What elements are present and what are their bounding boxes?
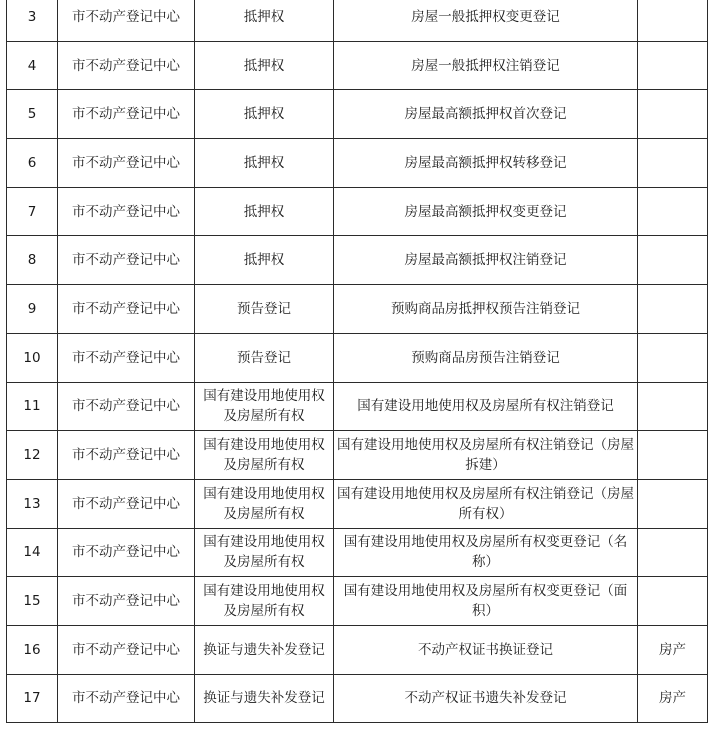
department-cell: 市不动产登记中心	[58, 382, 195, 431]
row-number-cell: 5	[7, 90, 58, 139]
note-cell	[638, 528, 708, 577]
department-cell: 市不动产登记中心	[58, 479, 195, 528]
department-cell: 市不动产登记中心	[58, 674, 195, 723]
department-cell: 市不动产登记中心	[58, 528, 195, 577]
note-cell	[638, 479, 708, 528]
note-cell	[638, 0, 708, 41]
table-row	[7, 0, 708, 41]
department-cell: 市不动产登记中心	[58, 333, 195, 382]
table-row	[7, 285, 708, 334]
category-cell: 预告登记	[195, 333, 334, 382]
category-cell: 抵押权	[195, 187, 334, 236]
table-body	[7, 0, 708, 723]
row-number-cell: 10	[7, 333, 58, 382]
category-cell: 换证与遗失补发登记	[195, 625, 334, 674]
department-cell: 市不动产登记中心	[58, 577, 195, 626]
service-item-cell: 房屋一般抵押权注销登记	[334, 41, 638, 90]
row-number-cell: 7	[7, 187, 58, 236]
table-row	[7, 674, 708, 723]
registration-services-table	[6, 0, 708, 723]
row-number-cell: 12	[7, 431, 58, 480]
table-row	[7, 625, 708, 674]
row-number-cell: 4	[7, 41, 58, 90]
category-cell: 抵押权	[195, 41, 334, 90]
service-item-cell: 房屋最高额抵押权转移登记	[334, 139, 638, 188]
department-cell: 市不动产登记中心	[58, 431, 195, 480]
service-item-cell: 国有建设用地使用权及房屋所有权变更登记（面积）	[334, 577, 638, 626]
table-row	[7, 479, 708, 528]
department-cell: 市不动产登记中心	[58, 90, 195, 139]
service-item-cell: 国有建设用地使用权及房屋所有权注销登记（房屋拆建）	[334, 431, 638, 480]
note-cell	[638, 187, 708, 236]
row-number-cell: 16	[7, 625, 58, 674]
category-cell: 国有建设用地使用权及房屋所有权	[195, 382, 334, 431]
table-row	[7, 577, 708, 626]
note-cell: 房产	[638, 625, 708, 674]
department-cell: 市不动产登记中心	[58, 139, 195, 188]
service-item-cell: 国有建设用地使用权及房屋所有权注销登记（房屋所有权）	[334, 479, 638, 528]
row-number-cell: 6	[7, 139, 58, 188]
row-number-cell: 14	[7, 528, 58, 577]
department-cell: 市不动产登记中心	[58, 285, 195, 334]
row-number-cell: 8	[7, 236, 58, 285]
category-cell: 国有建设用地使用权及房屋所有权	[195, 479, 334, 528]
category-cell: 抵押权	[195, 139, 334, 188]
category-cell: 换证与遗失补发登记	[195, 674, 334, 723]
service-item-cell: 不动产权证书遗失补发登记	[334, 674, 638, 723]
note-cell	[638, 139, 708, 188]
department-cell: 市不动产登记中心	[58, 236, 195, 285]
table-row	[7, 41, 708, 90]
service-item-cell: 国有建设用地使用权及房屋所有权注销登记	[334, 382, 638, 431]
department-cell: 市不动产登记中心	[58, 41, 195, 90]
service-item-cell: 预购商品房预告注销登记	[334, 333, 638, 382]
note-cell	[638, 41, 708, 90]
category-cell: 预告登记	[195, 285, 334, 334]
note-cell: 房产	[638, 674, 708, 723]
table-row	[7, 139, 708, 188]
category-cell: 国有建设用地使用权及房屋所有权	[195, 577, 334, 626]
category-cell: 国有建设用地使用权及房屋所有权	[195, 431, 334, 480]
note-cell	[638, 577, 708, 626]
category-cell: 抵押权	[195, 90, 334, 139]
row-number-cell: 3	[7, 0, 58, 41]
table-row	[7, 528, 708, 577]
service-item-cell: 不动产权证书换证登记	[334, 625, 638, 674]
category-cell: 抵押权	[195, 0, 334, 41]
service-item-cell: 房屋最高额抵押权变更登记	[334, 187, 638, 236]
service-item-cell: 房屋最高额抵押权首次登记	[334, 90, 638, 139]
service-item-cell: 国有建设用地使用权及房屋所有权变更登记（名称）	[334, 528, 638, 577]
category-cell: 抵押权	[195, 236, 334, 285]
service-item-cell: 房屋最高额抵押权注销登记	[334, 236, 638, 285]
service-item-cell: 预购商品房抵押权预告注销登记	[334, 285, 638, 334]
row-number-cell: 9	[7, 285, 58, 334]
department-cell: 市不动产登记中心	[58, 0, 195, 41]
note-cell	[638, 333, 708, 382]
table-row	[7, 431, 708, 480]
category-cell: 国有建设用地使用权及房屋所有权	[195, 528, 334, 577]
table-row	[7, 333, 708, 382]
row-number-cell: 11	[7, 382, 58, 431]
note-cell	[638, 431, 708, 480]
department-cell: 市不动产登记中心	[58, 625, 195, 674]
row-number-cell: 13	[7, 479, 58, 528]
row-number-cell: 15	[7, 577, 58, 626]
table-row	[7, 90, 708, 139]
note-cell	[638, 285, 708, 334]
row-number-cell: 17	[7, 674, 58, 723]
table-row	[7, 382, 708, 431]
note-cell	[638, 236, 708, 285]
note-cell	[638, 90, 708, 139]
service-item-cell: 房屋一般抵押权变更登记	[334, 0, 638, 41]
table-row	[7, 236, 708, 285]
note-cell	[638, 382, 708, 431]
table-row	[7, 187, 708, 236]
department-cell: 市不动产登记中心	[58, 187, 195, 236]
